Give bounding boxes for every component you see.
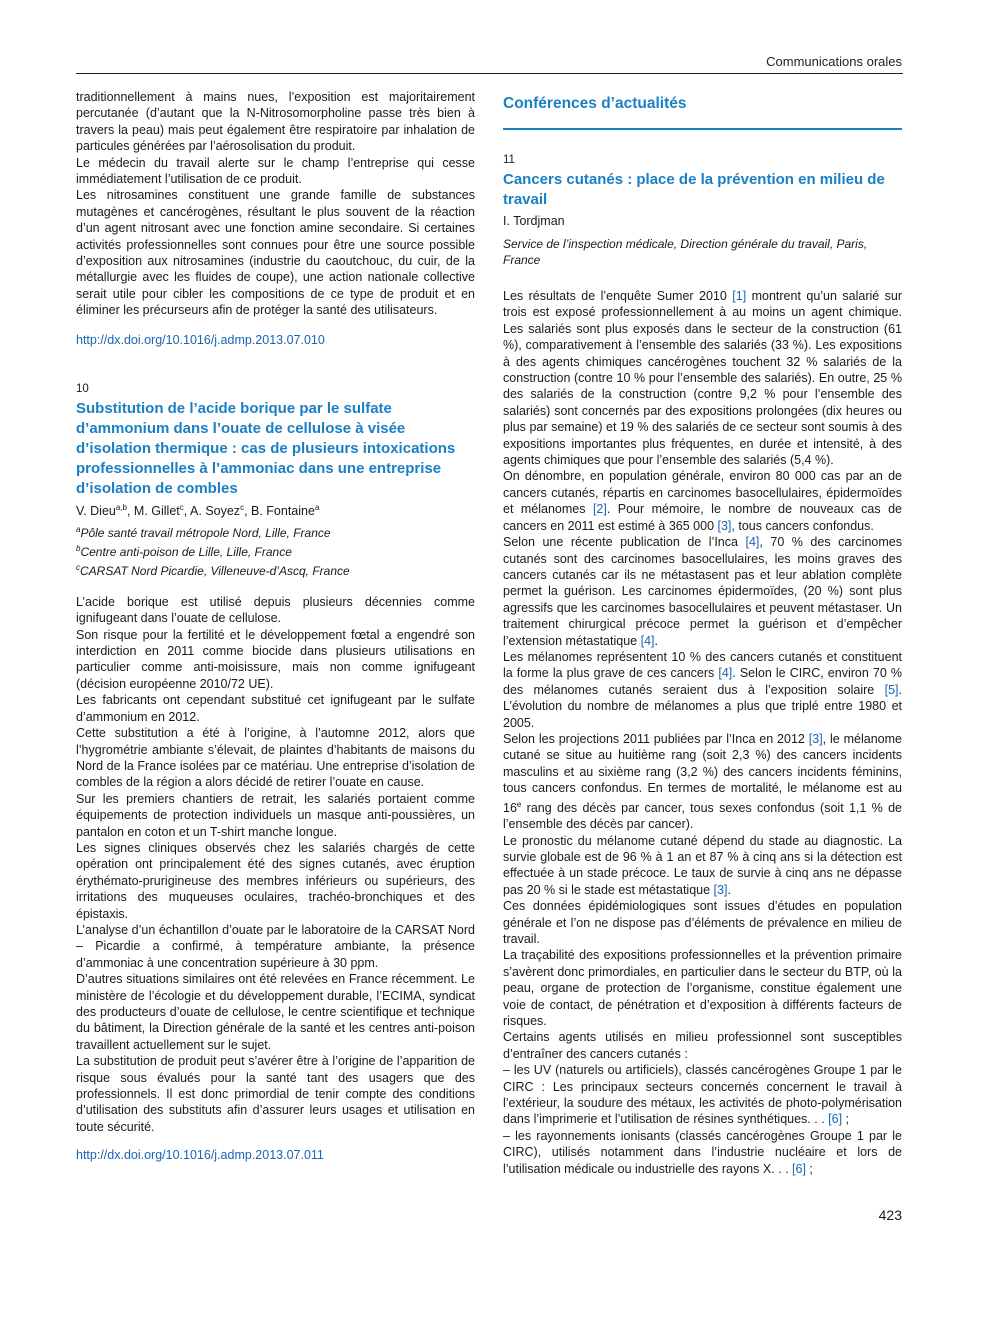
paragraph: – les UV (naturels ou artificiels), classés cancérogènes Groupe 1 par le CIRC : Les principaux secteurs concernés concernent le travail à l’extérieur, la soudure des métaux, les activités de photo-polymérisation dans l’imprimerie et l’utilisation de résines synthétiques. . . [6] ; [503,1063,902,1127]
paragraph: Son risque pour la fertilité et le développement fœtal a engendré son interdiction en 2011 comme biocide dans plusieurs utilisations en particulier comme anti-moisissure, mais non comme ignifugeant (décision européenne 2010/72 UE). [76,627,475,691]
article-number-11: 11 [503,154,515,166]
intro-text [76,89,475,319]
reference-link[interactable]: [6] [792,1161,806,1176]
reference-link[interactable]: [4] [745,535,760,550]
right-column [503,89,902,1177]
author-affiliation-mark: a [314,502,320,512]
article-title: Substitution de l’acide borique par le sulfate d’ammonium dans l’ouate de cellulose à visée d’isolation thermique : cas de plusieurs intoxications professionnelles à l’ammoniac dans une entreprise d’isolation de combles [76,399,456,497]
author-name: M. Gillet [133,503,180,518]
reference-link[interactable]: [2] [592,502,607,517]
reference-link[interactable]: [3] [808,731,823,746]
doi-link-2[interactable]: http://dx.doi.org/10.1016/j.admp.2013.07.011 [76,1148,324,1163]
reference-link[interactable]: [3] [717,518,732,533]
reference-link[interactable]: [5] [884,682,899,697]
paragraph: L’analyse d’un échantillon d’ouate par le laboratoire de la CARSAT Nord – Picardie a confirmé, à température ambiante, la présence d’ammoniac à une concentration supérieure à 30 ppm. [76,922,475,970]
section-rule [503,128,902,130]
author-affiliation-mark: a,b [115,502,127,512]
affiliation-item: $^b$Centre anti-poison de Lille, Lille, France [76,543,292,559]
author-affiliation-mark: c [240,502,245,512]
paragraph: Les signes cliniques observés chez les salariés chargés de cette opération ont principalement été des signes cutanés, avec éruption érythémato-prurigineuse des membres inférieurs ou supérieurs, des irritations des muqueuses oculaires, trachéo-bronchiques et des épistaxis. [76,840,475,921]
paragraph: – les rayonnements ionisants (classés cancérogènes Groupe 1 par le CIRC), utilisés notamment dans l’industrie nucléaire et lors de l’utilisation médicale ou industrielle des rayons X. . . [6] ; [503,1128,902,1176]
paragraph: La traçabilité des expositions professionnelles et la prévention primaire s’avèrent donc primordiales, en particulier dans le secteur du BTP, où la peau, organe de protection de l’organisme, constitue également une voie de contact, de pénétration et d’exposition à différents facteurs de risques. [503,948,902,1029]
page-number: 423 [878,1207,902,1223]
paragraph: Selon une récente publication de l’Inca [4], 70 % des carcinomes cutanés sont des carcinomes basocellulaires, les moins graves des cancers cutanés car ils ne métastasent pas et leur ablation complète permet la guérison. Les carcinomes épidermoïdes, (20 %) sont plus agressifs que les carcinomes basocellulaires et peuvent métastaser. Un traitement chirurgical précoce permet la guérison et d’empêcher l’extension métastatique [4]. [503,535,902,648]
paragraph: Ces données épidémiologiques sont issues d’études en population générale et l’on ne dispose pas d’éléments de prévalence en milieu de travail. [503,899,902,946]
author-name: B. Fontaine [251,503,315,518]
paragraph: Les mélanomes représentent 10 % des cancers cutanés et constituent la forme la plus grave de ces cancers [4]. Selon le CIRC, environ 70 % des mélanomes cutanés seraient dus à l’exposition solaire [5]. L’évolution du nombre de mélanomes a plus que triplé entre 1980 et 2005. [503,649,902,730]
paragraph: Certains agents utilisés en milieu professionnel sont susceptibles d’entraîner des cancers cutanés : [503,1030,902,1061]
paragraph: Cette substitution a été à l’origine, à l’automne 2012, alors que l’hygrométrie ambiante s’élevait, de plaintes d’habitants de maisons du Nord de la France isolées par ce matériau. Une entreprise d’isolation de combles de la région a alors décidé de retirer l’ouate en cause. [76,726,475,790]
section-title: Conférences d’actualités [503,95,687,112]
paragraph: Les fabricants ont cependant substitué cet ignifugeant par le sulfate d’ammonium en 2012. [76,693,475,724]
paragraph: Selon les projections 2011 publiées par l’Inca en 2012 [3], le mélanome cutané se situe au huitième rang (soit 2,3 %) des cancers incidents masculins et au sixième rang (3,2 %) des cancers incidents féminins, tous cancers confondus. En termes de mortalité, le mélanome est au 16e rang des décès par cancer, tous sexes confondus (soit 1,1 % de l’ensemble des décès par cancer). [503,731,903,832]
affiliation-list [76,522,475,579]
article-body-11 [503,288,902,1177]
running-header: Communications orales [766,54,902,69]
article-body [76,594,475,1135]
doi-link[interactable]: http://dx.doi.org/10.1016/j.admp.2013.07.010 [76,332,325,347]
affiliation: Service de l’inspection médicale, Direction générale du travail, Paris, France [503,237,868,267]
paragraph: D’autres situations similaires ont été relevées en France récemment. Le ministère de l’écologie et du développement durable, l’ECIMA, syndicat des producteurs d’ouate de cellulose, le centre scientifique et technique du bâtiment, la Direction générale de la santé et les centres anti-poison travaillent actuellement sur le sujet. [76,972,475,1052]
reference-link[interactable]: [6] [828,1112,843,1127]
reference-link[interactable]: [4] [640,633,655,648]
left-column [76,89,475,1162]
reference-link[interactable]: [3] [713,882,728,897]
paragraph: Le pronostic du mélanome cutané dépend du stade au diagnostic. La survie globale est de 96 % à 1 an et 87 % à cinq ans si la détection est effectuée à un stade précoce. Le taux de survie à cinq ans ne dépasse pas 20 % si le stade est métastatique [3]. [503,833,902,897]
header-rule [76,73,903,74]
affiliation-item: $^a$Pôle santé travail métropole Nord, Lille, France [76,524,331,540]
author-list: V. Dieu$^{a,b}$, M. Gillet$^c$, A. Soyez$^c$, B. Fontaine$^a$ [76,502,320,518]
author-name: V. Dieu [76,503,116,518]
paragraph: L’acide borique est utilisé depuis plusieurs décennies comme ignifugeant dans l’ouate de cellulose. [76,594,475,626]
author: I. Tordjman [503,214,565,228]
article-number: 10 [76,382,89,395]
reference-link[interactable]: [1] [732,289,747,303]
paragraph: La substitution de produit peut s’avérer être à l’origine de l’apparition de risque sous évalués pour la santé tant des usagers que des professionnels. Il est donc primordial de tenir compte des conditions d’utilisation des substituts afin d’assurer leurs usages et utilisation en toute sécurité. [76,1054,475,1134]
paragraph: Le médecin du travail alerte sur le champ l’entreprise qui cesse immédiatement l’utilisation de ce produit. [76,155,475,187]
paragraph: Les nitrosamines constituent une grande famille de substances mutagènes et cancérogènes, résultant le plus souvent de la réaction d’un agent nitrosant avec une fonction amine secondaire. Si certaines activités professionnelles sont connues pour être une source possible d’exposition aux nitrosamines (industrie du caoutchouc, du cuir, de la métallurgie avec les fluides de coupe), une action nationale collective serait utile pour cibler les compositions de ce type de produit et en éliminer les précurseurs afin de protéger la santé des utilisateurs. [76,188,475,318]
paragraph: Sur les premiers chantiers de retrait, les salariés portaient comme équipements de protection individuels un masque anti-poussières, un pantalon en coton et un T-shirt manche longue. [76,791,475,839]
reference-link[interactable]: [4] [718,666,733,681]
author-affiliation-mark: c [179,502,184,512]
paragraph: Les résultats de l’enquête Sumer 2010 [1] montrent qu’un salarié sur trois est exposé professionnellement à au moins un agent chimique. Les salariés sont plus exposés dans le secteur de la construction (61 %), comparativement à l’ensemble des salariés (33 %). Les expositions à des agents chimiques cancérogènes touchent 32 % salariés de la construction (contre 10 % pour l’ensemble des salariés). En outre, 25 % des salariés de la construction (contre 9,2 % pour l’ensemble des salariés) sont concernés par des expositions prolongées (dix heures ou plus par semaine) et 19 % des salariés de ce secteur sont soumis à des expositions importantes plus fréquentes, en durée et intensité, à des agents chimiques que pour l’ensemble des salariés (5,4 %). [503,289,903,468]
affiliation-item: $^c$CARSAT Nord Picardie, Villeneuve-d’Ascq, France [76,562,350,578]
paragraph: On dénombre, en population générale, environ 80 000 cas par an de cancers cutanés, répartis en carcinomes basocellulaires, épidermoïdes et mélanomes [2]. Pour mémoire, le nombre de nouveaux cas de cancers en 2011 est estimé à 365 000 [3], tous cancers confondus. [503,469,902,533]
author-name: A. Soyez [190,503,241,518]
article-title-11: Cancers cutanés : place de la prévention en milieu de travail [503,171,885,208]
paragraph: traditionnellement à mains nues, l’exposition est majoritairement percutanée (d’autant que la N-Nitrosomorpholine passe très bien à travers la peau) mais peut également être respiratoire par inhalation de particules générées par l’aérosolisation du produit. [76,90,475,154]
